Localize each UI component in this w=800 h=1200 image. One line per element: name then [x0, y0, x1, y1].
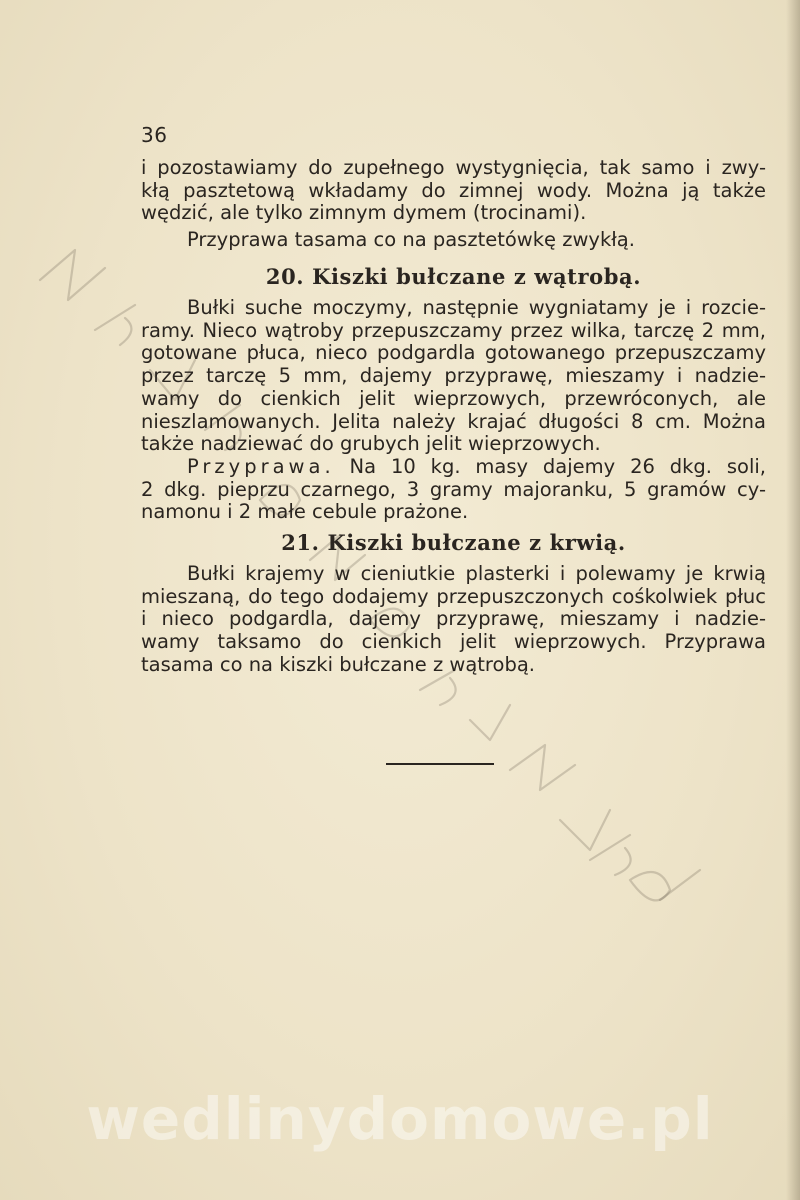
section-21-heading: 21. Kiszki bułczane z krwią. [281, 530, 626, 555]
text-line: kłą pasztetową wkładamy do zimnej wody. Można ją także [141, 178, 766, 202]
text-line: mieszaną, do tego dodajemy przepuszczonych cośkolwiek płuc [141, 584, 766, 608]
text-line: i nieco podgardla, dajemy przyprawę, mieszamy i nadzie- [141, 607, 766, 631]
intro-paragraph [141, 157, 766, 225]
seasoning-note-paragraph [141, 229, 766, 252]
section-20-seasoning-paragraph [141, 456, 766, 524]
text-line: Przyprawa tasama co na pasztetówkę zwykłą. [187, 228, 635, 251]
seasoning-label: Przyprawa. [187, 455, 335, 478]
text-line: namonu i 2 małe cebule prażone. [141, 500, 469, 524]
text-line [141, 456, 766, 479]
text-line: Bułki suche moczymy, następnie wygniatamy je i rozcie- [187, 296, 766, 319]
text-line: 2 dkg. pieprzu czarnego, 3 gramy majoranku, 5 gramów cy- [141, 477, 766, 501]
seasoning-first-line: Na 10 kg. masy dajemy 26 dkg. soli, [349, 455, 767, 478]
text-line: i pozostawiamy do zupełnego wystygnięcia, tak samo i zwy- [141, 156, 766, 179]
text-line: nieszlamowanych. Jelita należy krajać długości 8 cm. Można [141, 409, 766, 433]
text-line: tasama co na kiszki bułczane z wątrobą. [141, 652, 535, 676]
footer-watermark: wedlinydomowe.pl [86, 1085, 714, 1153]
page-number: 36 [141, 123, 168, 147]
text-line: przez tarczę 5 mm, dajemy przyprawę, mieszamy i nadzie- [141, 364, 766, 388]
text-line: Bułki krajemy w cieniutkie plasterki i polewamy je krwią [187, 562, 766, 585]
text-line: gotowane płuca, nieco podgardla gotowanego przepuszczamy [141, 341, 766, 365]
text-line: wędzić, ale tylko zimnym dymem (trocinami). [141, 201, 587, 225]
section-end-rule [386, 763, 494, 765]
text-line: wamy taksamo do cienkich jelit wieprzowych. Przyprawa [141, 630, 766, 654]
section-20-heading: 20. Kiszki bułczane z wątrobą. [265, 264, 642, 289]
text-line: ramy. Nieco wątroby przepuszczamy przez wilka, tarczę 2 mm, [141, 318, 766, 342]
page-edge-shadow [786, 0, 800, 1200]
section-20-paragraph [141, 297, 766, 456]
text-line: także nadziewać do grubych jelit wieprzowych. [141, 432, 601, 456]
text-line: wamy do cienkich jelit wieprzowych, przewróconych, ale [141, 386, 766, 410]
section-21-paragraph [141, 563, 766, 677]
